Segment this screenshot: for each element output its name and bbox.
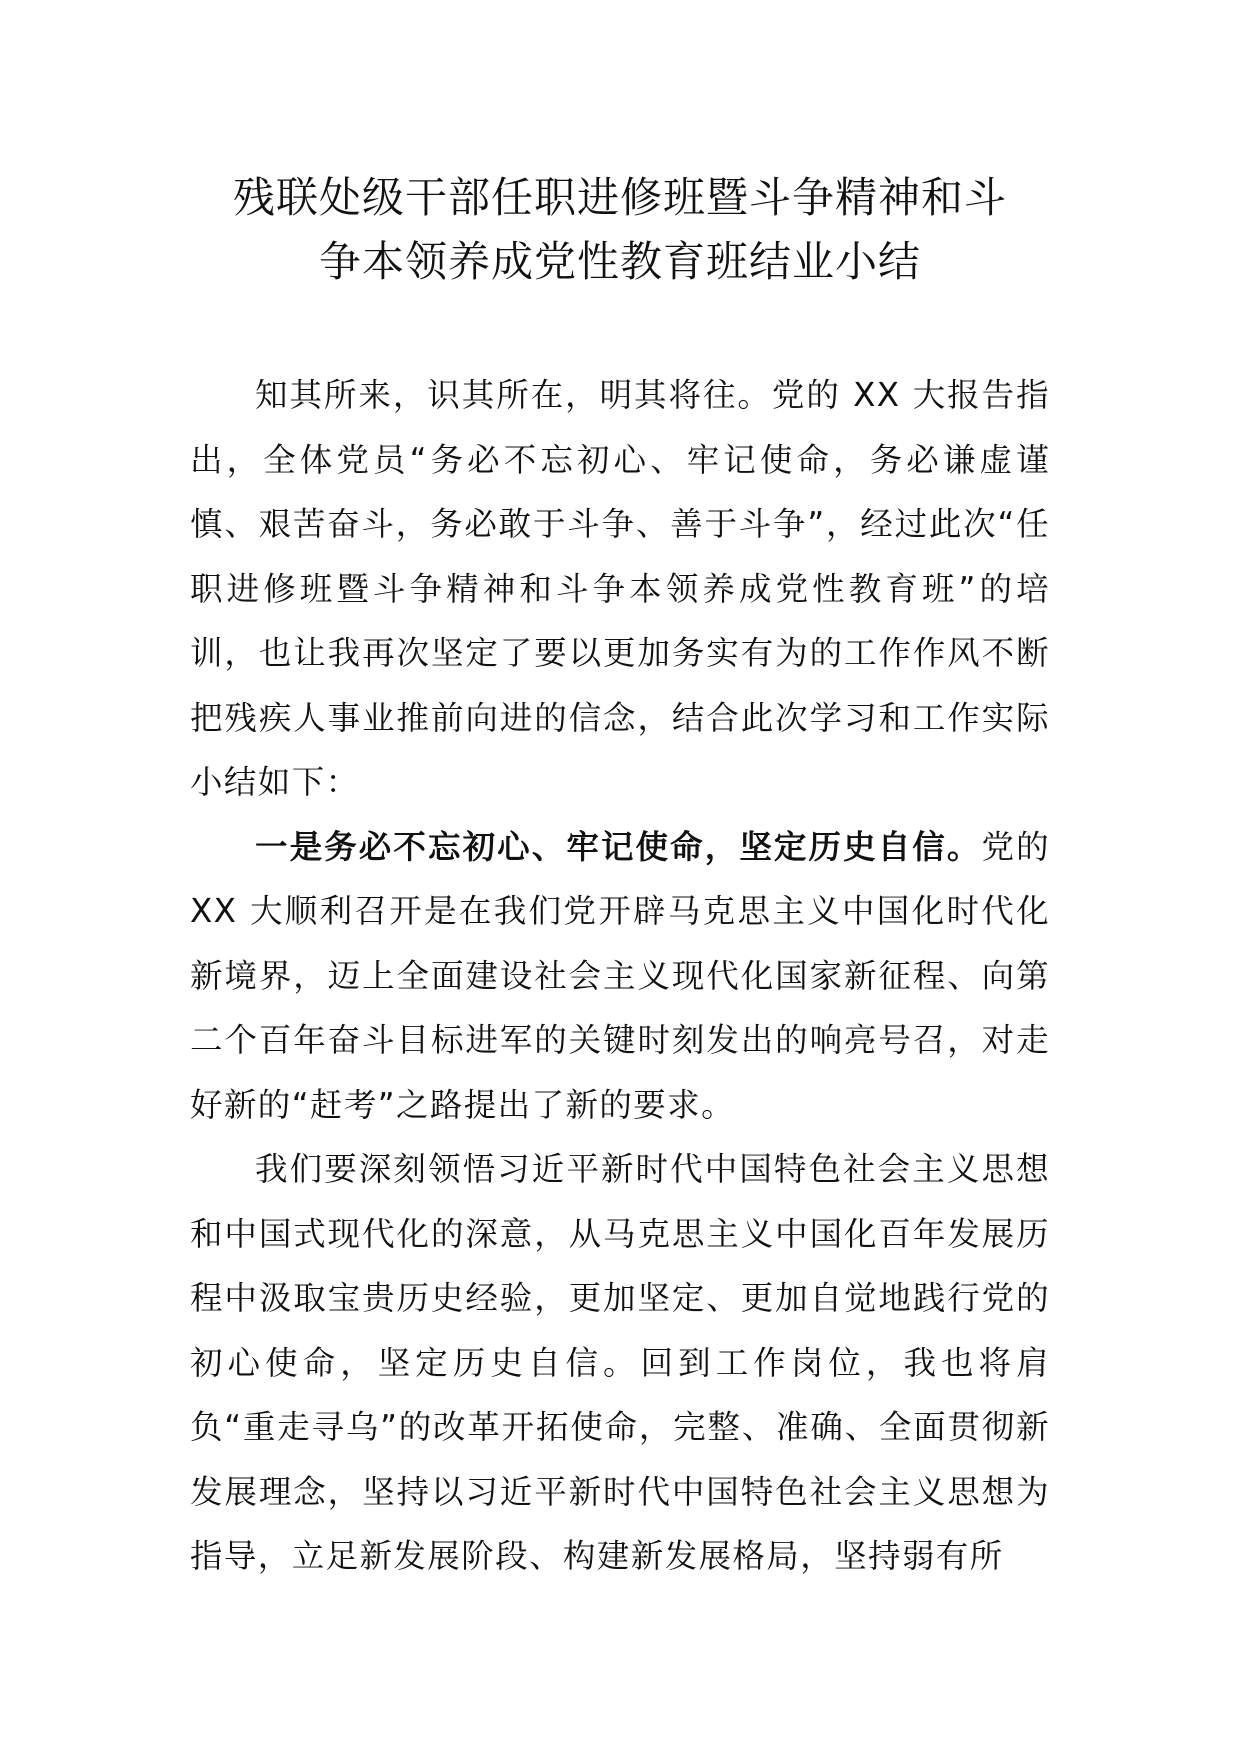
document-title	[190, 166, 1050, 294]
paragraph-2-text: 党的 XX 大顺利召开是在我们党开辟马克思主义中国化时代化新境界，迈上全面建设社会主义现代化国家新征程、向第二个百年奋斗目标进军的关键时刻发出的响亮号召，对走好新的“赶考”之路提出了新的要求。	[190, 827, 1050, 1124]
paragraph-3	[190, 1137, 1050, 1589]
document-body	[190, 363, 1050, 1589]
title-line-1: 残联处级干部任职进修班暨斗争精神和斗	[232, 173, 1007, 222]
paragraph-1	[190, 363, 1050, 815]
paragraph-2	[190, 815, 1050, 1138]
paragraph-3-text: 我们要深刻领悟习近平新时代中国特色社会主义思想和中国式现代化的深意，从马克思主义中国化百年发展历程中汲取宝贵历史经验，更加坚定、更加自觉地践行党的初心使命，坚定历史自信。回到工作岗位，我也将肩负“重走寻乌”的改革开拓使命，完整、准确、全面贯彻新发展理念，坚持以习近平新时代中国特色社会主义思想为指导，立足新发展阶段、构建新发展格局，坚持弱有所	[190, 1150, 1050, 1575]
title-line-2: 争本领养成党性教育班结业小结	[318, 237, 921, 286]
paragraph-2-lead: 一是务必不忘初心、牢记使命，坚定历史自信。	[255, 827, 982, 866]
paragraph-1-text: 知其所来，识其所在，明其将往。党的 XX 大报告指出，全体党员“务必不忘初心、牢记使命，务必谦虚谨慎、艰苦奋斗，务必敢于斗争、善于斗争”，经过此次“任职进修班暨斗争精神和斗争本领养成党性教育班”的培训，也让我再次坚定了要以更加务实有为的工作作风不断把残疾人事业推前向进的信念，结合此次学习和工作实际小结如下：	[190, 376, 1050, 801]
